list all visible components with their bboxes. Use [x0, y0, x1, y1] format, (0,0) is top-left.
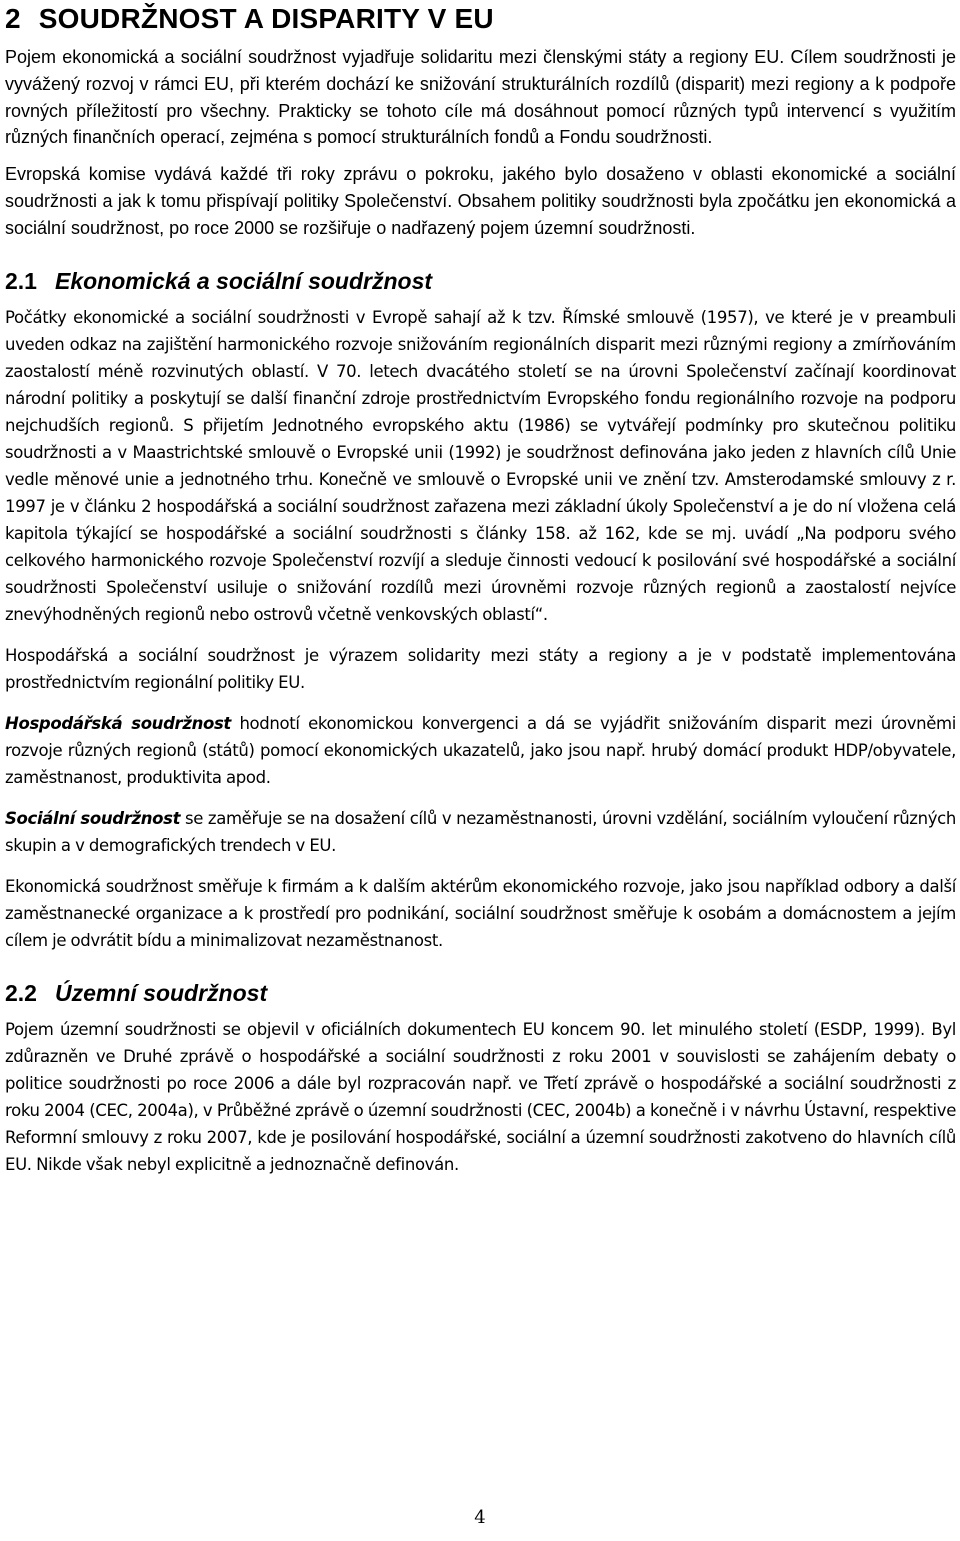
- page-number: 4: [474, 1507, 486, 1528]
- intro-paragraph-1: Pojem ekonomická a sociální soudržnost vyjadřuje solidaritu mezi členskými státy a regiony EU. Cílem soudržnosti je vyvážený rozvoj v rámci EU, při kterém dochází ke snižování strukturálních rozdílů (disparit) mezi regiony a k podpoře rovných příležitostí pro všechny. Prakticky se tohoto cíle má dosáhnout pomocí různých typů intervencí s využitím různých finančních operací, zejména s pomocí strukturálních fondů a Fondu soudržnosti.: [5, 47, 956, 148]
- section-2-2-paragraph-1: Pojem územní soudržnosti se objevil v oficiálních dokumentech EU koncem 90. let minulého století (ESDP, 1999). Byl zdůrazněn ve Druhé zprávě o hospodářské a sociální soudržnosti z roku 2001 v souvislosti se zahájením debaty o politice soudržnosti po roce 2006 a dále byl rozpracován např. ve Třetí zprávě o hospodářské a sociální soudržnosti z roku 2004 (CEC, 2004a), v Průběžné zprávě o územní soudržnosti (CEC, 2004b) a konečně i v návrhu Ústavní, respektive Reformní smlouvy z roku 2007, kde je posilování hospodářské, sociální a územní soudržnosti zakotveno do hlavních cílů EU. Nikde však nebyl explicitně a jednoznačně definován.: [5, 1019, 956, 1174]
- document-page: [5, 0, 956, 1178]
- term-economic-cohesion: Hospodářská soudržnost: [5, 713, 231, 733]
- chapter-title: SOUDRŽNOST A DISPARITY V EU: [38, 3, 494, 34]
- section-number: 2.2: [5, 979, 37, 1006]
- intro-paragraph-2: Evropská komise vydává každé tři roky zprávu o pokroku, jakého bylo dosaženo v oblasti ekonomické a sociální soudržnosti a jak k tomu přispívají politiky Společenství. Obsahem politiky soudržnosti byla zpočátku jen ekonomická a sociální soudržnost, po roce 2000 se rozšiřuje o nadřazený pojem územní soudržnosti.: [5, 164, 956, 238]
- section-heading-2-2: [5, 976, 956, 1016]
- paragraph-text: se zaměřuje se na dosažení cílů v nezaměstnanosti, úrovni vzdělání, sociálním vyloučení různých skupin a v demografických trendech v EU.: [5, 808, 956, 855]
- section-heading-2-1: [5, 264, 956, 304]
- section-2-1-paragraph-5: Ekonomická soudržnost směřuje k firmám a k dalším aktérům ekonomického rozvoje, jako jsou například odbory a další zaměstnanecké organizace a k prostředí pro podnikání, sociální soudržnost směřuje k osobám a domácnostem a jejím cílem je odvrátit bídu a minimalizovat nezaměstnanost.: [5, 876, 956, 950]
- chapter-heading: [5, 0, 956, 44]
- section-title: Ekonomická a sociální soudržnost: [54, 267, 433, 294]
- section-2-1-paragraph-1: Počátky ekonomické a sociální soudržnosti v Evropě sahají až k tzv. Římské smlouvě (1957), ve které je v preambuli uveden odkaz na zajištění harmonického rozvoje snižováním regionálních disparit mezi různými regiony a zmírňováním zaostalostí méně rozvinutých oblastí. V 70. letech dvacátého století se na úrovni Společenství začínají koordinovat národní politiky a poskytují se další finanční zdroje prostřednictvím Evropského fondu regionálního rozvoje na podporu nejchudších regionů. S přijetím Jednotného evropského aktu (1986) se vytvářejí podmínky pro skutečnou politiku soudržnosti a v Maastrichtské smlouvě o Evropské unii (1992) je soudržnost definována jako jeden z hlavních cílů Unie vedle měnové unie a jednotného trhu. Konečně ve smlouvě o Evropské unii ve znění tzv. Amsterodamské smlouvy z r. 1997 je v článku 2 hospodářská a sociální soudržnost zařazena mezi základní úkoly Společenství a je do ní vložena celá kapitola týkající se hospodářské a sociální soudržnosti s články 158. až 162, kde se mj. uvádí „Na podporu svého celkového harmonického rozvoje Společenství rozvíjí a sleduje činnosti vedoucí k posilování své hospodářské a sociální soudržnosti Společenství usiluje o snižování rozdílů mezi úrovněmi rozvoje různých regionů a zaostalostí nejvíce znevýhodněných regionů nebo ostrovů včetně venkovských oblastí“.: [5, 307, 956, 624]
- section-2-1-paragraph-2: Hospodářská a sociální soudržnost je výrazem solidarity mezi státy a regiony a je v podstatě implementována prostřednictvím regionální politiky EU.: [5, 645, 956, 692]
- term-social-cohesion: Sociální soudržnost: [5, 808, 181, 828]
- chapter-number: 2: [5, 3, 21, 34]
- section-number: 2.1: [5, 267, 37, 294]
- section-title: Územní soudržnost: [54, 979, 268, 1006]
- section-2-1-paragraph-4: [5, 805, 956, 859]
- section-2-1-paragraph-3: [5, 710, 956, 791]
- paragraph-text: hodnotí ekonomickou konvergenci a dá se vyjádřit snižováním disparit mezi úrovněmi rozvoje různých regionů (států) pomocí ekonomických ukazatelů, jako jsou např. hrubý domácí produkt HDP/obyvatele, zaměstnanost, produktivita apod.: [5, 713, 957, 787]
